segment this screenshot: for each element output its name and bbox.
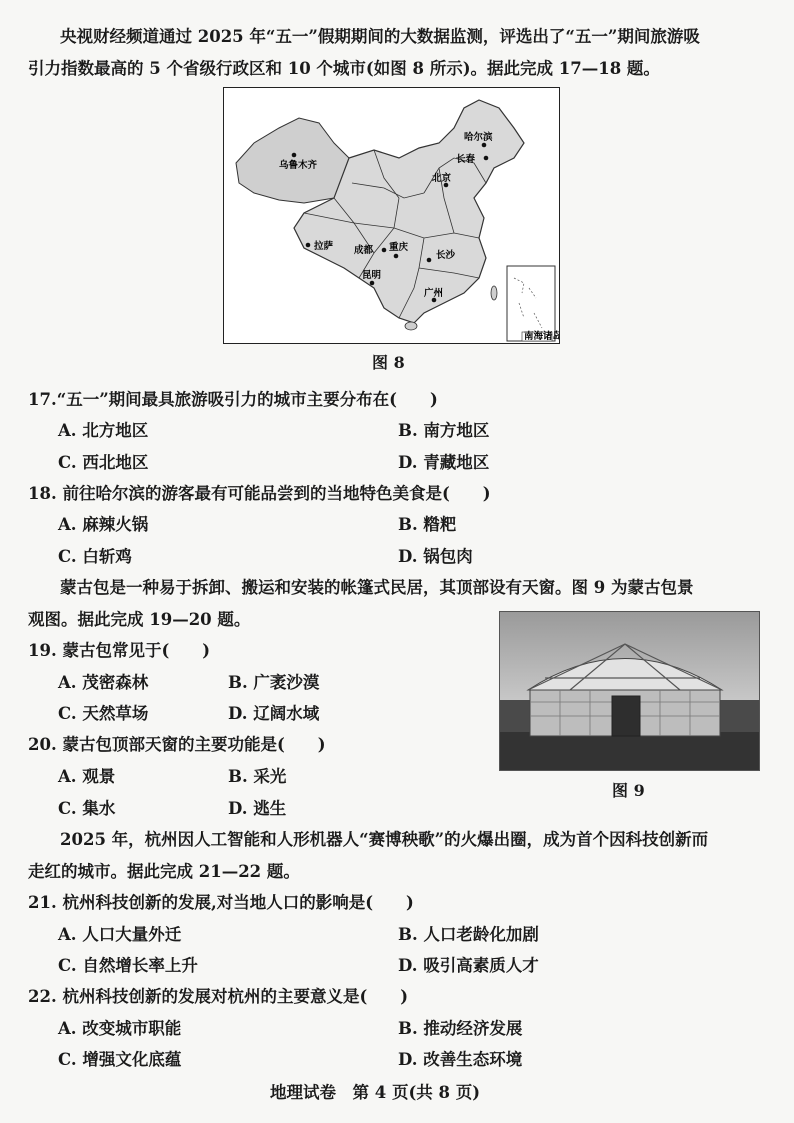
intro-line: 走红的城市。据此完成 21—22 题。 bbox=[28, 862, 300, 881]
option: D. 辽阔水域 bbox=[228, 704, 320, 723]
china-map-figure bbox=[223, 87, 560, 344]
option: D. 逃生 bbox=[228, 799, 287, 818]
option: C. 增强文化底蕴 bbox=[58, 1050, 182, 1069]
city-label: 乌鲁木齐 bbox=[279, 160, 318, 171]
option: C. 白斩鸡 bbox=[58, 547, 132, 566]
option: A. 观景 bbox=[58, 767, 116, 786]
option: D. 改善生态环境 bbox=[398, 1050, 523, 1069]
option: B. 人口老龄化加剧 bbox=[398, 925, 539, 944]
yurt-photo bbox=[499, 611, 760, 771]
option: B. 推动经济发展 bbox=[398, 1019, 523, 1038]
figure-caption: 图 8 bbox=[372, 353, 405, 372]
option: B. 广袤沙漠 bbox=[228, 673, 320, 692]
figure-caption: 图 9 bbox=[612, 781, 645, 800]
option: A. 北方地区 bbox=[58, 421, 149, 440]
option: A. 麻辣火锅 bbox=[58, 515, 149, 534]
intro-line: 引力指数最高的 5 个省级行政区和 10 个城市(如图 8 所示)。据此完成 17—18 题。 bbox=[28, 59, 660, 78]
city-label: 拉萨 bbox=[314, 241, 334, 252]
city-label: 北京 bbox=[432, 173, 452, 184]
inset-label: 南海诸岛 bbox=[524, 331, 559, 342]
option: B. 糌粑 bbox=[398, 515, 457, 534]
question-stem: 20. 蒙古包顶部天窗的主要功能是( ) bbox=[28, 735, 326, 754]
city-label: 广州 bbox=[424, 288, 444, 299]
intro-line: 蒙古包是一种易于拆卸、搬运和安装的帐篷式民居，其顶部设有天窗。图 9 为蒙古包景 bbox=[60, 578, 694, 597]
option: C. 集水 bbox=[58, 799, 116, 818]
city-label: 长沙 bbox=[436, 250, 456, 261]
intro-line: 央视财经频道通过 2025 年“五一”假期期间的大数据监测，评选出了“五一”期间旅游吸 bbox=[60, 27, 700, 46]
city-label: 成都 bbox=[354, 245, 374, 256]
page-footer: 地理试卷 第 4 页(共 8 页) bbox=[270, 1083, 481, 1102]
city-label: 哈尔滨 bbox=[464, 132, 493, 143]
city-label: 昆明 bbox=[362, 270, 382, 281]
option: A. 人口大量外迁 bbox=[58, 925, 182, 944]
option: C. 西北地区 bbox=[58, 453, 149, 472]
intro-line: 观图。据此完成 19—20 题。 bbox=[28, 610, 251, 629]
option: B. 南方地区 bbox=[398, 421, 490, 440]
option: C. 自然增长率上升 bbox=[58, 956, 198, 975]
city-label: 重庆 bbox=[389, 242, 409, 253]
south-china-sea-inset bbox=[507, 266, 555, 341]
intro-line: 2025 年，杭州因人工智能和人形机器人“赛博秧歌”的火爆出圈，成为首个因科技创新而 bbox=[60, 830, 709, 849]
option: A. 改变城市职能 bbox=[58, 1019, 182, 1038]
question-stem: 22. 杭州科技创新的发展对杭州的主要意义是( ) bbox=[28, 987, 409, 1006]
china-map-svg bbox=[224, 88, 559, 343]
question-stem: 19. 蒙古包常见于( ) bbox=[28, 641, 211, 660]
option: D. 吸引高素质人才 bbox=[398, 956, 539, 975]
yurt-image bbox=[500, 612, 759, 770]
question-stem: 21. 杭州科技创新的发展,对当地人口的影响是( ) bbox=[28, 893, 414, 912]
option: D. 青藏地区 bbox=[398, 453, 490, 472]
option: C. 天然草场 bbox=[58, 704, 149, 723]
question-stem: 18. 前往哈尔滨的游客最有可能品尝到的当地特色美食是( ) bbox=[28, 484, 491, 503]
question-stem: 17.“五一”期间最具旅游吸引力的城市主要分布在( ) bbox=[28, 390, 438, 409]
city-label: 长春 bbox=[456, 154, 476, 165]
option: A. 茂密森林 bbox=[58, 673, 149, 692]
option: D. 锅包肉 bbox=[398, 547, 473, 566]
option: B. 采光 bbox=[228, 767, 287, 786]
